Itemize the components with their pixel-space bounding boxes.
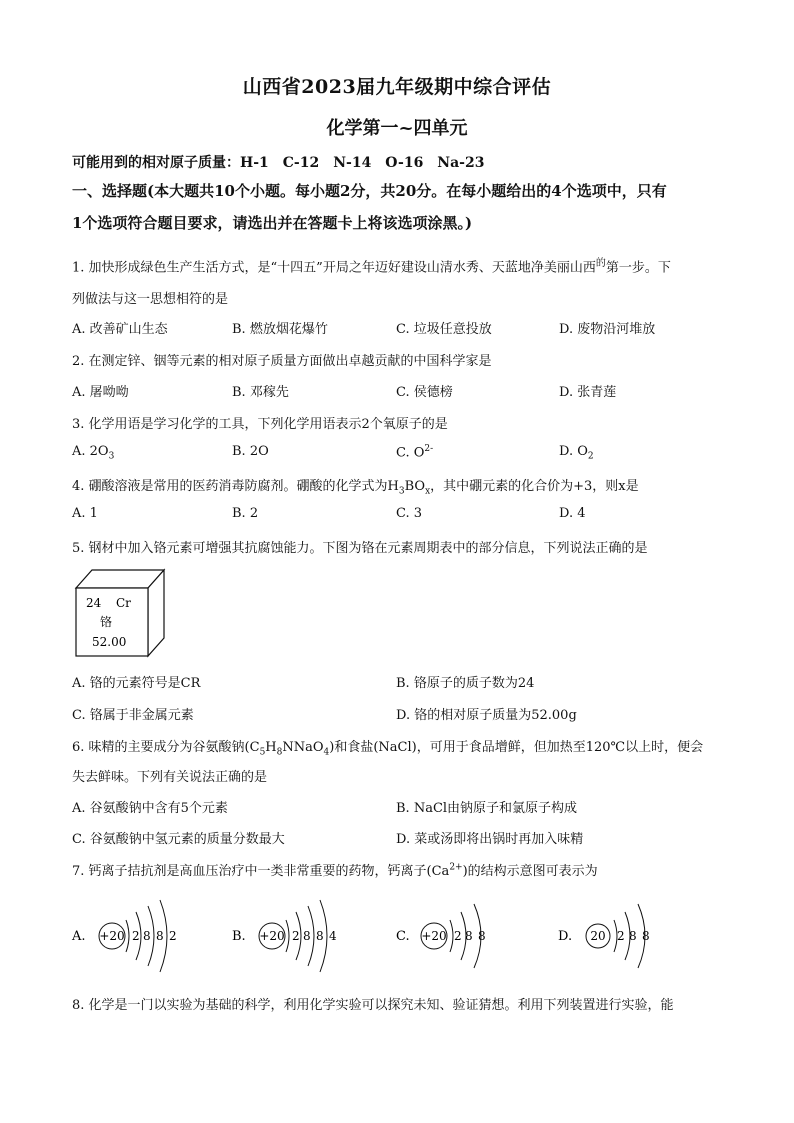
q6-option-a[interactable]: A. 谷氨酸钠中含有5个元素 bbox=[72, 801, 228, 816]
page-subtitle: 化学第一~四单元 bbox=[326, 118, 468, 139]
q3-option-d[interactable]: D. $O_2$ bbox=[559, 444, 594, 462]
element-atomic-number: 24 bbox=[86, 596, 102, 610]
q5-option-d[interactable]: D. 铬的相对原子质量为52.00g bbox=[396, 708, 577, 723]
q4-option-a[interactable]: A. 1 bbox=[72, 506, 98, 521]
q7-option-b-label: B. bbox=[232, 929, 246, 944]
q2-option-a[interactable]: A. 屠呦呦 bbox=[72, 385, 129, 400]
q7-c-shell-3: 8 bbox=[478, 929, 486, 943]
question-3-stem: 3. 化学用语是学习化学的工具，下列化学用语表示2个氧原子的是 bbox=[72, 417, 448, 432]
q7-b-shell-1: 2 bbox=[292, 929, 300, 943]
periodic-table-cell bbox=[72, 566, 168, 662]
q1-option-b[interactable]: B. 燃放烟花爆竹 bbox=[232, 322, 328, 337]
q2-option-b[interactable]: B. 邓稼先 bbox=[232, 385, 289, 400]
q2-option-d[interactable]: D. 张青莲 bbox=[559, 385, 617, 400]
q7-d-nucleus: 20 bbox=[590, 929, 606, 943]
element-cube-figure bbox=[72, 566, 168, 658]
q7-option-c[interactable] bbox=[394, 890, 504, 980]
q1-option-a[interactable]: A. 改善矿山生态 bbox=[72, 322, 168, 337]
q6-option-c[interactable]: C. 谷氨酸钠中氢元素的质量分数最大 bbox=[72, 832, 285, 847]
q5-option-a[interactable]: A. 铬的元素符号是CR bbox=[72, 676, 201, 691]
question-2-stem: 2. 在测定锌、铟等元素的相对原子质量方面做出卓越贡献的中国科学家是 bbox=[72, 354, 492, 369]
q4-option-d[interactable]: D. 4 bbox=[559, 506, 586, 521]
q3-option-c[interactable]: C. $O^{2-}$ bbox=[396, 444, 434, 461]
q7-a-shell-2: 8 bbox=[143, 929, 151, 943]
q7-a-nucleus: +20 bbox=[99, 929, 125, 943]
question-6-line2: 失去鲜味。下列有关说法正确的是 bbox=[72, 770, 268, 785]
question-6-line1: 6. 味精的主要成分为谷氨酸钠$(C_5H_8NNaO_4)$和食盐(NaCl)，可用于食品增鲜，但加热至120℃以上时，便会 bbox=[72, 740, 704, 758]
q7-d-shell-3: 8 bbox=[642, 929, 650, 943]
page-title: 山西省2023届九年级期中综合评估 bbox=[242, 76, 552, 98]
element-mass: 52.00 bbox=[92, 635, 127, 649]
q7-d-shell-1: 2 bbox=[617, 929, 625, 943]
question-1-line2: 列做法与这一思想相符的是 bbox=[72, 292, 229, 307]
q7-option-d-label: D. bbox=[558, 929, 573, 944]
q3-option-b[interactable]: B. 2O bbox=[232, 444, 269, 459]
q7-option-a[interactable] bbox=[70, 890, 190, 980]
q7-c-shell-2: 8 bbox=[465, 929, 473, 943]
section-instructions-line1: 一、选择题(本大题共10个小题。每小题2分，共20分。在每小题给出的4个选项中，只有 bbox=[72, 182, 667, 200]
q5-option-c[interactable]: C. 铬属于非金属元素 bbox=[72, 708, 194, 723]
q7-b-shell-4: 4 bbox=[329, 929, 337, 943]
q7-option-a-label: A. bbox=[72, 929, 86, 944]
question-1-line1: 1. 加快形成绿色生产生活方式，是“十四五”开局之年迈好建设山清水秀、天蓝地净美丽山西$^的$第一步。下 bbox=[72, 258, 671, 276]
q7-a-shell-3: 8 bbox=[156, 929, 164, 943]
question-7-stem: 7. 钙离子拮抗剂是高血压治疗中一类非常重要的药物，钙离子$(Ca^{2+})$的结构示意图可表示为 bbox=[72, 862, 598, 879]
q6-option-b[interactable]: B. NaCl由钠原子和氯原子构成 bbox=[396, 801, 578, 816]
q4-option-c[interactable]: C. 3 bbox=[396, 506, 423, 521]
q7-c-shell-1: 2 bbox=[454, 929, 462, 943]
q7-c-nucleus: +20 bbox=[421, 929, 447, 943]
q7-option-b[interactable] bbox=[230, 890, 350, 980]
q1-option-d[interactable]: D. 废物沿河堆放 bbox=[559, 322, 656, 337]
q4-option-b[interactable]: B. 2 bbox=[232, 506, 259, 521]
q2-option-c[interactable]: C. 侯德榜 bbox=[396, 385, 453, 400]
question-8-stem: 8. 化学是一门以实验为基础的科学，利用化学实验可以探究未知、验证猜想。利用下列装置进行实验，能 bbox=[72, 998, 674, 1013]
q1-option-c[interactable]: C. 垃圾任意投放 bbox=[396, 322, 492, 337]
q5-option-b[interactable]: B. 铬原子的质子数为24 bbox=[396, 676, 535, 691]
q7-a-shell-4: 2 bbox=[169, 929, 177, 943]
question-5-stem: 5. 钢材中加入铬元素可增强其抗腐蚀能力。下图为铬在元素周期表中的部分信息，下列说法正确的是 bbox=[72, 541, 648, 556]
q7-a-shell-1: 2 bbox=[132, 929, 140, 943]
element-symbol: Cr bbox=[116, 596, 131, 610]
atomic-masses: 可能用到的相对原子质量：H-1 C-12 N-14 O-16 Na-23 bbox=[72, 155, 485, 171]
q7-d-shell-2: 8 bbox=[629, 929, 637, 943]
question-4-stem: 4. 硼酸溶液是常用的医药消毒防腐剂。硼酸的化学式为$H_3BO_x$，其中硼元素的化合价为+3，则x是 bbox=[72, 479, 639, 497]
q7-b-shell-2: 8 bbox=[303, 929, 311, 943]
q7-option-c-label: C. bbox=[396, 929, 410, 944]
q3-option-a[interactable]: A. $2O_3$ bbox=[72, 444, 115, 462]
q7-option-d[interactable] bbox=[556, 890, 666, 980]
section-instructions-line2: 1个选项符合题目要求，请选出并在答题卡上将该选项涂黑。) bbox=[72, 214, 473, 232]
q7-b-shell-3: 8 bbox=[316, 929, 324, 943]
q6-option-d[interactable]: D. 菜或汤即将出锅时再加入味精 bbox=[396, 832, 584, 847]
element-name: 铬 bbox=[100, 615, 113, 629]
q7-b-nucleus: +20 bbox=[259, 929, 285, 943]
